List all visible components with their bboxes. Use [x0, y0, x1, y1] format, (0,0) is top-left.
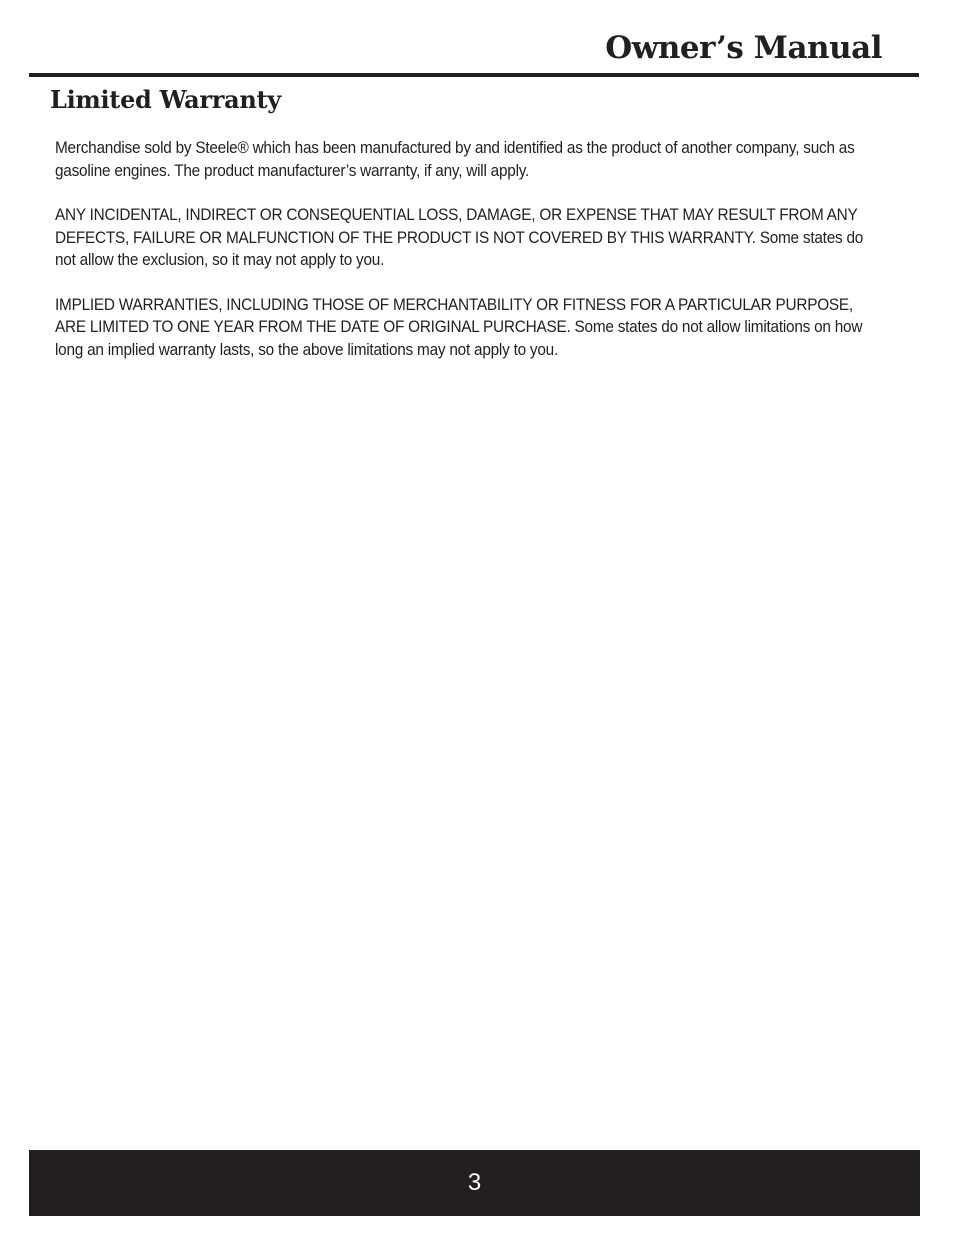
header-rule — [29, 73, 919, 77]
warranty-paragraph-implied-warranties: IMPLIED WARRANTIES, INCLUDING THOSE OF MERCHANTABILITY OR FITNESS FOR A PARTICULAR PURPOSE, ARE LIMITED TO ONE YEAR FROM THE DATE OF ORIGINAL PURCHASE. Some states do not allow limitations on how long an implied warranty lasts, so the above limitations may not apply to you. — [55, 295, 863, 359]
warranty-paragraph-manufacturer: Merchandise sold by Steele® which has been manufactured by and identified as the product of another company, such as gasoline engines. The product manufacturer’s warranty, if any, will apply. — [55, 139, 855, 180]
warranty-paragraph-consequential-loss: ANY INCIDENTAL, INDIRECT OR CONSEQUENTIAL LOSS, DAMAGE, OR EXPENSE THAT MAY RESULT FROM ANY DEFECTS, FAILURE OR MALFUNCTION OF THE PRODUCT IS NOT COVERED BY THIS WARRANTY. Some states do not allow the exclusion, so it may not apply to you. — [55, 206, 864, 269]
manual-title: Owner’s Manual — [605, 30, 882, 66]
footer-bar — [29, 1150, 920, 1216]
page-number: 3 — [467, 1169, 482, 1196]
section-title: Limited Warranty — [50, 85, 281, 114]
warranty-content — [55, 137, 885, 383]
